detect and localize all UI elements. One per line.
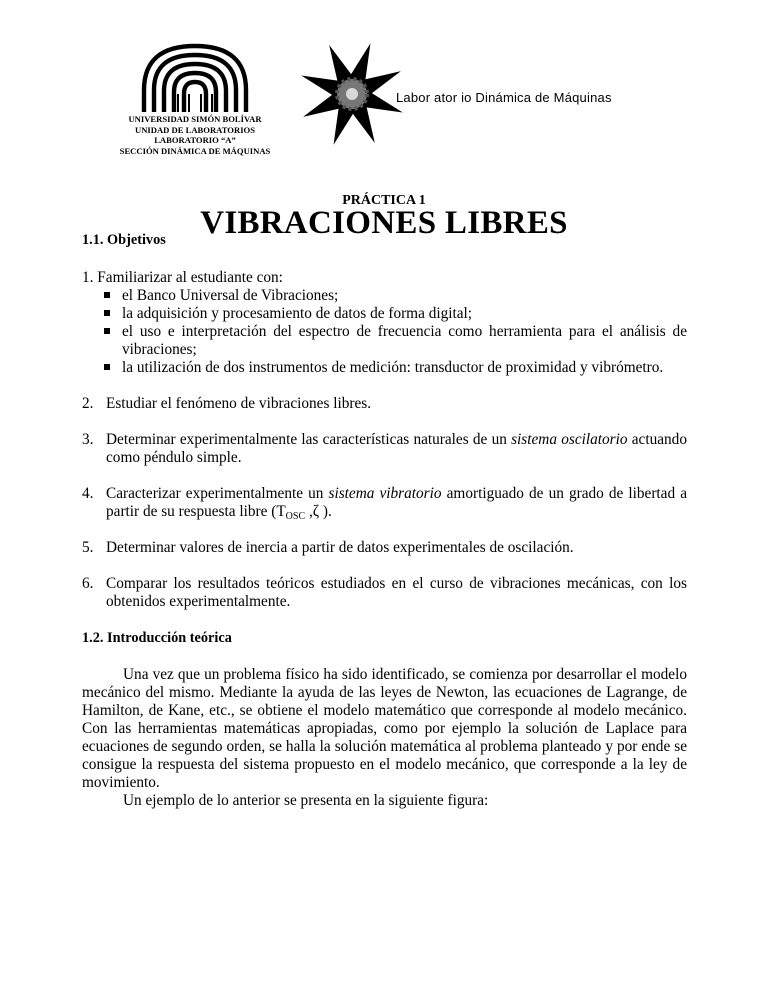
objective-5: 5. Determinar valores de inercia a partir de datos experimentales de oscilación. <box>82 539 574 556</box>
bullet-item: la utilización de dos instrumentos de medición: transductor de proximidad y vibrómetro. <box>104 359 687 377</box>
bullet-icon <box>104 310 110 316</box>
lab-gear-logo <box>296 38 408 150</box>
objective-1-intro: 1. Familiarizar al estudiante con: <box>82 269 283 286</box>
university-logo <box>138 42 252 114</box>
institution-line: UNIVERSIDAD SIMÓN BOLÍVAR <box>128 114 262 124</box>
objective-4: 4. Caracterizar experimentalmente un sistema vibratorio amortiguado de un grado de libertad a partir de su respuesta libre ($T_{OSC}$ ,ζ ). <box>82 485 687 522</box>
intro-paragraph-figure-ref: Un ejemplo de lo anterior se presenta en la siguiente figura: <box>123 792 489 809</box>
practice-label: PRÁCTICA 1 <box>342 193 426 208</box>
objective-6: 6. Comparar los resultados teóricos estudiados en el curso de vibraciones mecánicas, con los obtenidos experimentalmente. <box>82 575 687 610</box>
objective-3: 3. Determinar experimentalmente las características naturales de un sistema oscilatorio actuando como péndulo simple. <box>82 431 687 466</box>
document-title: VIBRACIONES LIBRES <box>200 205 568 241</box>
section-heading-objectives: 1.1. Objetivos <box>82 232 166 248</box>
bullet-item: el Banco Universal de Vibraciones; <box>104 287 687 305</box>
objective-2: 2. Estudiar el fenómeno de vibraciones libres. <box>82 395 372 412</box>
institution-line: UNIDAD DE LABORATORIOS <box>134 124 255 135</box>
institution-block <box>90 114 300 156</box>
bullet-item: el uso e interpretación del espectro de frecuencia como herramienta para el análisis de vibraciones; <box>104 323 687 359</box>
intro-paragraph: Una vez que un problema físico ha sido identificado, se comienza por desarrollar el modelo mecánico del mismo. Mediante la ayuda de las leyes de Newton, las ecuaciones de Lagrange, de Hamilton, de Kane, etc., se obtiene el modelo matemático que corresponde al modelo mecánico. Con las herramientas matemáticas apropiadas, como por ejemplo la solución de Laplace para ecuaciones de segundo orden, se halla la solución matemática al problema planteado y por ende se consigue la respuesta del sistema propuesto en el modelo mecánico, que corresponde a la ley de movimiento. <box>82 666 687 791</box>
bullet-item: la adquisición y procesamiento de datos de forma digital; <box>104 305 687 323</box>
institution-line: SECCIÓN DINÁMICA DE MÁQUINAS <box>119 145 271 156</box>
bullet-icon <box>104 364 110 370</box>
bullet-icon <box>104 328 110 334</box>
lab-name: Labor ator io Dinámica de Máquinas <box>396 90 612 105</box>
section-heading-introduction: 1.2. Introducción teórica <box>82 630 232 646</box>
bullet-icon <box>104 292 110 298</box>
institution-line: LABORATORIO “A” <box>154 135 236 146</box>
